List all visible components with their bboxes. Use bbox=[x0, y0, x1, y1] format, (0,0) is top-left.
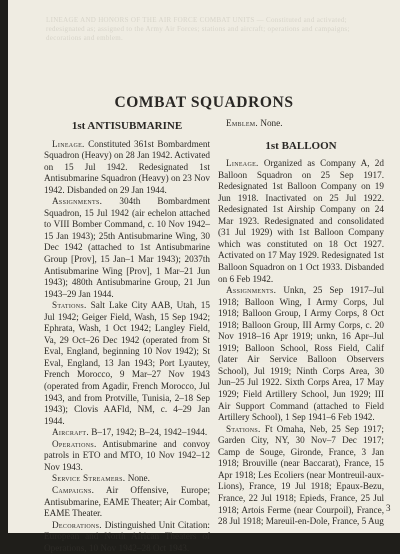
section-label: Decorations. bbox=[52, 519, 102, 530]
section-text: Antisubmarine and convoy patrols in ETO and MTO, 10 Nov 1942–12 Nov 1943. bbox=[44, 438, 210, 472]
service-streamers-paragraph bbox=[44, 473, 210, 485]
stations-paragraph bbox=[44, 300, 210, 427]
assignments-paragraph bbox=[44, 196, 210, 300]
page-number: 3 bbox=[386, 503, 391, 513]
section-label: Lineage. bbox=[52, 138, 85, 149]
section-label: Lineage. bbox=[226, 158, 259, 169]
section-label: Assignments. bbox=[52, 196, 103, 207]
section-text: B–17, 1942; B–24, 1942–1944. bbox=[88, 427, 208, 438]
campaigns-paragraph bbox=[44, 485, 210, 520]
operations-paragraph bbox=[44, 439, 210, 474]
unit-heading: 1st ANTISUBMARINE bbox=[71, 120, 183, 132]
section-label: Stations. bbox=[52, 300, 87, 311]
bleed-through-text: LINEAGE AND HONORS OF THE AIR FORCE COMBAT UNITS — Constituted and activated; redesignated as; assigned to the Army Air Forces; stations and aircraft; operations and campaigns; decorations and emblem. bbox=[46, 16, 350, 42]
section-text: 304th Bombardment Squadron, 15 Jul 1942 (air echelon attached to VIII Bomber Command, c. 10 Nov 1942–15 Jan 1943); 25th Antisubmarine Wing, 30 Dec 1942 (attached to 1st Antisubmarine Group [Prov], 15 Jan–1 Mar 1943); 2037th Antisubmarine Wing [Prov], 1 Mar–21 Jun 1943); 480th Antisubmarine Group, 21 Jun 1943–29 Jan 1944. bbox=[44, 196, 210, 299]
right-column bbox=[218, 118, 384, 528]
section-text: None. bbox=[258, 118, 283, 128]
assignments-paragraph bbox=[218, 285, 384, 424]
section-label: Operations. bbox=[52, 438, 97, 449]
section-text: Ft Omaha, Neb, 25 Sep 1917; Garden City, NY, 30 Nov–7 Dec 1917; Camp de Souge, Gironde, France, 3 Jan 1918; Brouville (near Baccarat), France, 15 Apr 1918; Les Ecoliers (near Montreuil-aux-Lions), France, 19 Jul 1918; Epaux-Bezu, France, 22 Jul 1918; Epieds, France, 25 Jul 1918; Artois Ferme (near Courpoil), France, 28 Jul 1918; Mareuil-en-Dole, France, 5 Aug bbox=[218, 423, 384, 527]
section-text: Salt Lake City AAB, Utah, 15 Jul 1942; Geiger Field, Wash, 15 Sep 1942; Ephrata, Wash, 1 Oct 1942; Langley Field, Va, 29 Oct–26 Dec 1942 (operated from St Eval, England, beginning 10 Nov 1942); St Eval, England, 13 Jan 1943; Port Lyautey, French Morocco, 9 Mar–27 Nov 1943 (operated from Agadir, French Morocco, Jul 1943, and from Protville, Tunisia, 2–18 Sep 1943); Clovis AAFld, NM, c. 4–29 Jan 1944. bbox=[44, 300, 210, 426]
lineage-paragraph bbox=[218, 158, 384, 285]
section-text: Distinguished Unit Citation: European and North African Theaters of Operations, 10 Nov 1942–28 Oct 1943. bbox=[44, 519, 210, 553]
page-title: COMBAT SQUADRONS bbox=[114, 94, 294, 111]
aircraft-paragraph bbox=[44, 427, 210, 439]
section-label: Emblem. bbox=[226, 118, 259, 128]
emblem-paragraph bbox=[218, 118, 384, 130]
stations-paragraph bbox=[218, 424, 384, 528]
section-text: Air Offensive, Europe; Antisubmarine, EAME Theater; Air Combat, EAME Theater. bbox=[44, 484, 210, 519]
section-text: Unkn, 25 Sep 1917–Jul 1918; Balloon Wing, I Army Corps, Jul 1918; Balloon Group, I Army Corps, 8 Oct 1918; Balloon Group, III Army Corps, c. 20 Nov 1918–16 Apr 1919; unkn, 16 Apr–Jul 1919; Balloon School, Ross Field, Calif (later Air Service Balloon Observers School), Jul 1919; Ninth Corps Area, 30 Jun–25 Jul 1922. Sixth Corps Area, 17 May 1929; Field Artillery School, Jun 1929; III Air Support Command (attached to Field Artillery School), 1 Sep 1941–6 Feb 1942. bbox=[218, 285, 384, 423]
section-label: Campaigns. bbox=[52, 484, 95, 495]
section-text: None. bbox=[125, 473, 150, 484]
section-label: Stations. bbox=[226, 423, 261, 434]
left-column bbox=[44, 118, 210, 554]
section-label: Assignments. bbox=[226, 285, 277, 296]
lineage-paragraph bbox=[44, 139, 210, 197]
section-text: Organized as Company A, 2d Balloon Squadron on 25 Sep 1917. Redesignated 1st Balloon Company on 19 Jun 1918. Inactivated on 25 Jul 1922. Redesignated 1st Airship Company on 24 Mar 1923. Redesignated and consolidated (31 Jul 1929) with 1st Balloon Company which was constituted on 18 Oct 1927. Activated on 17 May 1929. Redesignated 1st Balloon Squadron on 1 Oct 1933. Disbanded on 6 Feb 1942. bbox=[218, 158, 384, 284]
section-label: Service Streamers. bbox=[52, 473, 126, 484]
section-label: Aircraft. bbox=[52, 427, 89, 438]
document-page bbox=[8, 0, 400, 553]
decorations-paragraph bbox=[44, 520, 210, 554]
section-text: Constituted 361st Bombardment Squadron (Heavy) on 28 Jan 1942. Activated on 15 Jul 1942. Redesignated 1st Antisubmarine Squadron (Heavy) on 23 Nov 1942. Disbanded on 29 Jan 1944. bbox=[44, 138, 210, 195]
unit-heading: 1st BALLOON bbox=[265, 139, 337, 152]
